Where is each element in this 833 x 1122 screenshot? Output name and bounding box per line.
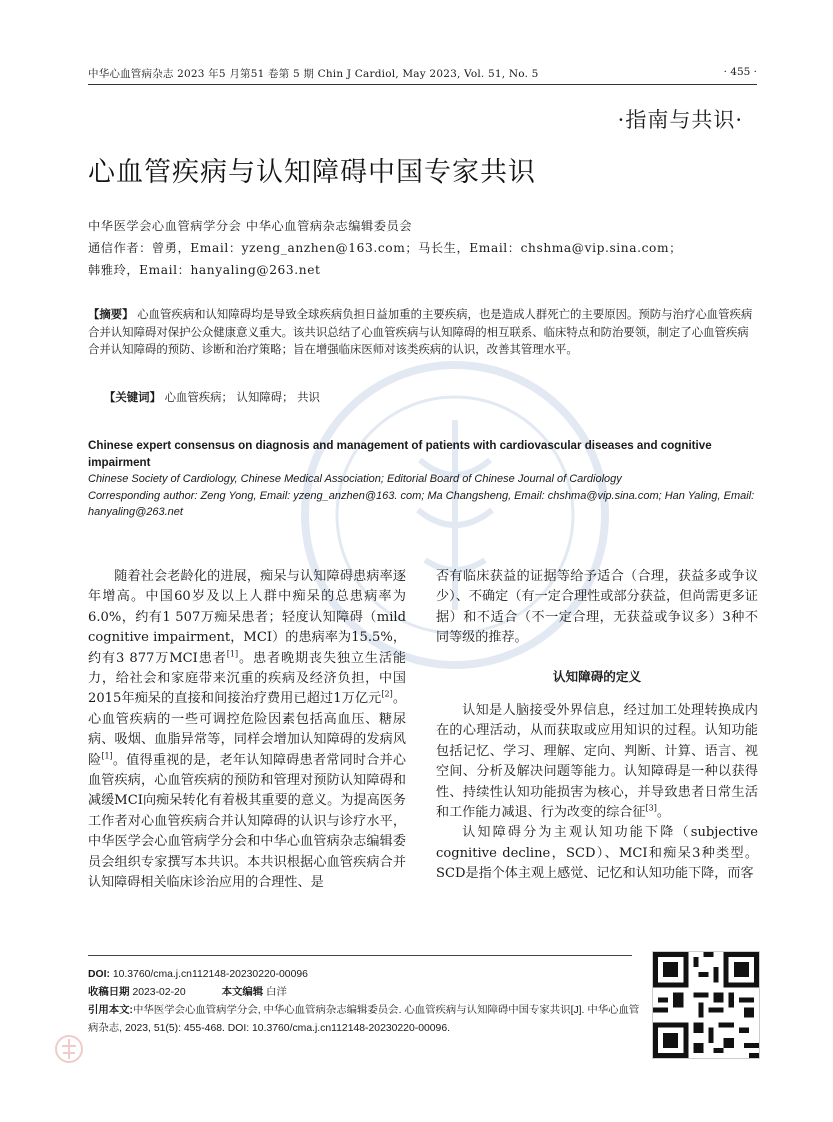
header-rule [88, 84, 757, 85]
footer-info [88, 966, 648, 1038]
abstract [88, 306, 758, 359]
corresponding-line-2: 韩雅玲，Email：hanyaling@263.net [88, 263, 321, 277]
doi-line: DOI: 10.3760/cma.j.cn112148-20230220-00096 [88, 969, 308, 980]
body-column-right [436, 567, 758, 885]
section-tag: ·指南与共识· [617, 108, 743, 132]
author-affiliation: 中华医学会心血管病学分会 中华心血管病杂志编辑委员会 [88, 219, 413, 233]
doi-link[interactable]: 10.3760/cma.j.cn112148-20230220-00096 [109, 969, 308, 980]
body-paragraph: 随着社会老龄化的进展，痴呆与认知障碍患病率逐年增高。中国60岁及以上人群中痴呆的总患病率为6.0%，约有1 507万痴呆患者；轻度认知障碍（mild cognitive impairment，MCI）的患病率为15.5%，约有3 877万MCI患者[1]。患者晚期丧失独立生活能力，给社会和家庭带来沉重的疾病及经济负担，中国2015年痴呆的直接和间接治疗费用已超过1万亿元[2]。心血管疾病的一些可调控危险因素包括高血压、糖尿病、吸烟、血脂异常等，同样会增加认知障碍的发病风险[1]。值得重视的是，老年认知障碍患者常同时合并心血管疾病，心血管疾病的预防和管理对预防认知障碍和减缓MCI向痴呆转化有着极其重要的意义。为提高医务工作者对心血管疾病合并认知障碍的认识与诊疗水平，中华医学会心血管病学分会和中华心血管病杂志编辑委员会组织专家撰写本共识。本共识根据心血管疾病合并认知障碍相关临床诊治应用的合理性、是 [88, 569, 407, 891]
abstract-label: 【摘要】 [88, 307, 134, 321]
abstract-text: 心血管疾病和认知障碍均是导致全球疾病负担日益加重的主要疾病，也是造成人群死亡的主要原因。预防与治疗心血管疾病合并认知障碍对保护公众健康意义重大。该共识总结了心血管疾病与认知障碍的相互联系、临床特点和防治要领，制定了心血管疾病合并认知障碍的预防、诊断和治疗策略；旨在增强临床医师对该类疾病的认识，改善其管理水平。 [88, 307, 753, 357]
body-paragraph: 认知是人脑接受外界信息，经过加工处理转换成内在的心理活动，从而获取或应用知识的过程。认知功能包括记忆、学习、理解、定向、判断、计算、语言、视空间、分析及解决问题等能力。认知障碍是一种以获得性、持续性认知功能损害为核心，并导致患者日常生活和工作能力减退、行为改变的综合征[3]。 [436, 703, 758, 821]
keywords [104, 389, 320, 405]
footer-rule [88, 955, 632, 956]
citation-ref[interactable]: [2] [381, 690, 393, 700]
citation-ref[interactable]: [1] [226, 649, 239, 659]
english-affiliation: Chinese Society of Cardiology, Chinese Medical Association; Editorial Board of Chinese Journal of Cardiology [88, 473, 622, 485]
english-abstract-block [88, 438, 758, 521]
page-number: · 455 · [723, 66, 757, 78]
received-line: 收稿日期 2023-02-20 本文编辑 白洋 [88, 987, 287, 998]
citation-ref[interactable]: [1] [101, 751, 113, 761]
body-paragraph: 认知障碍分为主观认知功能下降（subjective cognitive decline，SCD）、MCI和痴呆3种类型。SCD是指个体主观上感觉、记忆和认知功能下降，而客 [436, 825, 758, 882]
body-column-left [88, 567, 406, 894]
corresponding-line-1: 通信作者：曾勇，Email：yzeng_anzhen@163.com；马长生，Email：chshma@vip.sina.com； [88, 241, 682, 255]
citation-ref[interactable]: [3] [645, 803, 657, 813]
author-block [88, 215, 758, 281]
english-corresponding: Corresponding author: Zeng Yong, Email: yzeng_anzhen@163. com; Ma Changsheng, Email: chshma@vip.sina.com; Han Yaling, Email: hanyaling@263.net [88, 489, 755, 518]
journal-header: 中华心血管病杂志 2023 年5 月第51 卷第 5 期 Chin J Cardiol, May 2023, Vol. 51, No. 5 [88, 68, 539, 80]
qr-code[interactable] [652, 951, 760, 1059]
section-heading: 认知障碍的定义 [552, 668, 642, 684]
keywords-text: 心血管疾病； 认知障碍； 共识 [160, 390, 320, 404]
article-title: 心血管疾病与认知障碍中国专家共识 [88, 157, 536, 188]
keywords-label: 【关键词】 [104, 390, 161, 404]
citation-line: 引用本文:中华医学会心血管病学分会, 中华心血管病杂志编辑委员会. 心血管疾病与认知障碍中国专家共识[J]. 中华心血管病杂志, 2023, 51(5): 455-468. DOI: 10.3760/cma.j.cn112148-20230220-00096. [88, 1005, 640, 1034]
publisher-logo [54, 1034, 84, 1064]
body-paragraph: 否有临床获益的证据等给予适合（合理，获益多或争议少）、不确定（有一定合理性或部分获益，但尚需更多证据）和不适合（不一定合理，无获益或争议多）3种不同等级的推荐。 [436, 569, 758, 646]
english-title: Chinese expert consensus on diagnosis and management of patients with cardiovascular diseases and cognitive impairment [88, 439, 712, 469]
